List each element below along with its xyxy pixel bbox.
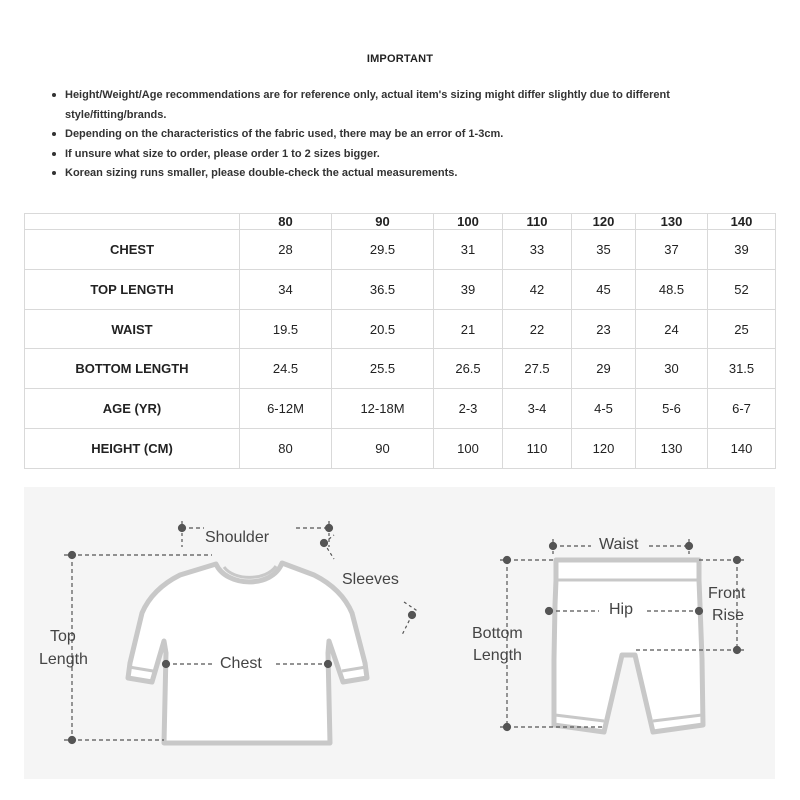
front-rise-label-line2: Rise — [712, 607, 745, 624]
table-cell: 130 — [636, 429, 708, 469]
table-header-row — [25, 214, 776, 230]
note-item: Korean sizing runs smaller, please double-check the actual measurements. — [52, 164, 752, 184]
table-cell: 31.5 — [708, 349, 776, 389]
table-cell: 12-18M — [332, 389, 434, 429]
table-cell: 34 — [240, 269, 332, 309]
table-cell: 42 — [503, 269, 572, 309]
table-cell: 100 — [434, 429, 503, 469]
notes-list — [52, 86, 752, 184]
top-garment-outline — [128, 563, 367, 743]
table-cell: 39 — [434, 269, 503, 309]
table-row-label: WAIST — [25, 309, 240, 349]
table-cell: 22 — [503, 309, 572, 349]
table-cell: 19.5 — [240, 309, 332, 349]
table-row-label: TOP LENGTH — [25, 269, 240, 309]
top-length-label-line2: Length — [39, 651, 88, 668]
note-item: If unsure what size to order, please order 1 to 2 sizes bigger. — [52, 145, 752, 165]
chest-label: Chest — [220, 655, 262, 672]
table-cell: 5-6 — [636, 389, 708, 429]
table-cell: 2-3 — [434, 389, 503, 429]
table-cell: 6-12M — [240, 389, 332, 429]
size-chart-table — [24, 213, 776, 469]
table-row — [25, 429, 776, 469]
bottom-length-label-line1: Bottom — [472, 625, 523, 642]
table-cell: 80 — [240, 429, 332, 469]
table-header-cell: 120 — [572, 214, 636, 230]
note-item: Depending on the characteristics of the fabric used, there may be an error of 1-3cm. — [52, 125, 752, 145]
table-header-cell: 110 — [503, 214, 572, 230]
table-cell: 31 — [434, 230, 503, 270]
table-cell: 29 — [572, 349, 636, 389]
table-row-label: AGE (YR) — [25, 389, 240, 429]
sleeves-label: Sleeves — [342, 571, 399, 588]
table-row — [25, 349, 776, 389]
table-row — [25, 269, 776, 309]
table-cell: 23 — [572, 309, 636, 349]
table-cell: 45 — [572, 269, 636, 309]
note-item: Height/Weight/Age recommendations are for reference only, actual item's sizing might differ slightly due to different — [52, 86, 752, 106]
hip-label: Hip — [609, 601, 634, 618]
bottom-length-label-line2: Length — [473, 647, 522, 664]
table-cell: 35 — [572, 230, 636, 270]
table-cell: 6-7 — [708, 389, 776, 429]
table-header-cell: 80 — [240, 214, 332, 230]
table-header-cell: 100 — [434, 214, 503, 230]
table-cell: 21 — [434, 309, 503, 349]
table-cell: 140 — [708, 429, 776, 469]
table-cell: 33 — [503, 230, 572, 270]
table-cell: 37 — [636, 230, 708, 270]
table-cell: 24.5 — [240, 349, 332, 389]
table-cell: 120 — [572, 429, 636, 469]
measurement-diagram — [24, 487, 775, 779]
table-cell: 26.5 — [434, 349, 503, 389]
table-cell: 4-5 — [572, 389, 636, 429]
table-row-label: HEIGHT (CM) — [25, 429, 240, 469]
note-item-continuation: style/fitting/brands. — [65, 108, 167, 121]
table-cell: 90 — [332, 429, 434, 469]
table-cell: 20.5 — [332, 309, 434, 349]
table-cell: 110 — [503, 429, 572, 469]
important-title: IMPORTANT — [366, 53, 434, 65]
bottom-garment-illustration — [554, 560, 703, 732]
shoulder-label: Shoulder — [205, 529, 270, 546]
bottom-garment-outline — [554, 560, 703, 732]
table-cell: 52 — [708, 269, 776, 309]
table-row — [25, 389, 776, 429]
table-cell: 24 — [636, 309, 708, 349]
table-cell: 27.5 — [503, 349, 572, 389]
top-length-label-line1: Top — [50, 628, 76, 645]
table-header-cell: 90 — [332, 214, 434, 230]
table-cell: 3-4 — [503, 389, 572, 429]
table-cell: 28 — [240, 230, 332, 270]
table-header-cell: 140 — [708, 214, 776, 230]
table-cell: 30 — [636, 349, 708, 389]
front-rise-label-line1: Front — [708, 585, 746, 602]
top-garment-illustration — [128, 563, 367, 743]
table-row-label: BOTTOM LENGTH — [25, 349, 240, 389]
measurement-diagram-panel — [24, 487, 775, 779]
table-cell: 48.5 — [636, 269, 708, 309]
table-cell: 25.5 — [332, 349, 434, 389]
table-row — [25, 230, 776, 270]
table-cell: 39 — [708, 230, 776, 270]
table-cell: 25 — [708, 309, 776, 349]
table-header-cell — [25, 214, 240, 230]
waist-label: Waist — [599, 536, 639, 553]
table-cell: 36.5 — [332, 269, 434, 309]
table-header-cell: 130 — [636, 214, 708, 230]
table-row — [25, 309, 776, 349]
table-cell: 29.5 — [332, 230, 434, 270]
table-row-label: CHEST — [25, 230, 240, 270]
